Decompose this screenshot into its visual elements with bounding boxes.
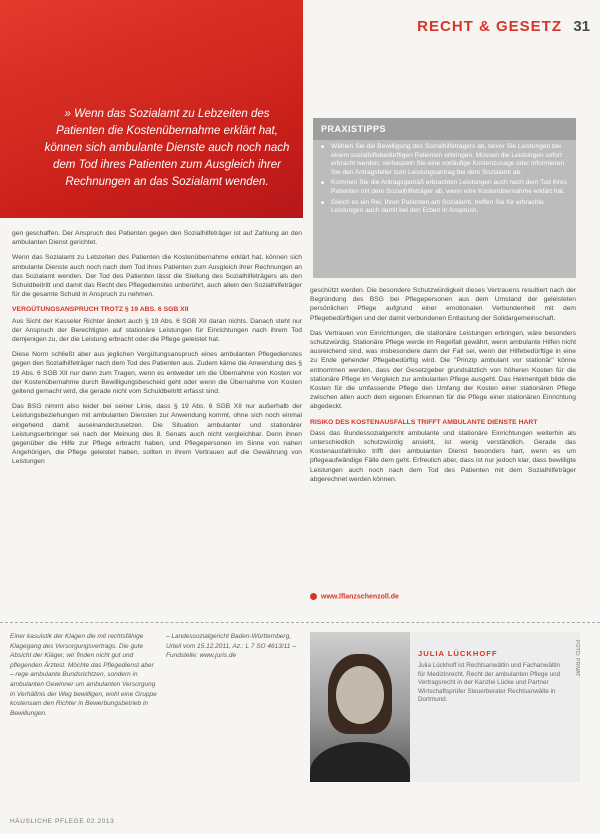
author-photo — [310, 632, 410, 782]
footnote-source: – Landessozialgericht Baden-Württemberg, Urteil vom 15.12.2011, Az.: L 7 SO 4613/11 – Fundstelle: www.juris.de — [166, 633, 296, 660]
paragraph: Das Vertrauen von Einrichtungen, die stationäre Leistungen erbringen, wäre besonders schutzwürdig. Stationäre Pflege werde im Regelfall gewährt, wenn ambulante Hilfen nicht ausreichend sind, was insbesondere dann der Fall sei, wenn der Hilfebedürftige in eine zu Ende gehender Pflegebedürftig wird. Die "Prinzip ambulant vor stationär" könne entnommen werden, dass der Gesetzgeber grundsätzlich von höheren Kosten für die stationäre Pflege im Vergleich zur ambulanten Pflege ausgeht. Das Heimentgelt bilde die Kosten für die umfassende Pflege den Umfang der Kosten einer stationären Pflege zwischen allen auch dem eigenen Erkennen für die Pflege einer stationären Einrichtung abgedeckt. — [310, 329, 576, 411]
link-bullet-icon — [310, 593, 317, 600]
praxis-tips-title: PRAXISTIPPS — [313, 118, 576, 140]
section-header: RECHT & GESETZ — [417, 18, 562, 35]
author-name: JULIA LÜCKHOFF — [418, 649, 498, 658]
web-link[interactable] — [310, 593, 399, 600]
paragraph: geschützt werden. Die besondere Schutzwürdigkeit dieses Vertrauens resultiert nach der Begründung des BSG bei Pflegepersonen aus dem Umstand der geleisteten persönlichen Pflege aufgrund einer emotionalen Verbundenheit mit dem Pflegebedürftigen und der damit verbundenen Entlastung der Solidargemeinschaft. — [310, 287, 576, 322]
footnote-left: Einer kasuistik der Klagen die mit rechtsfähige Klagegang des Versorgungsvertrags. Die gute Absicht der Kläger, wir finden nicht gut und pflegenden Ärztest. Möchte das Pflegedienst aber – rege ambulante Bundsrichtzen, sondern in ambulanten Gewinner um ambulanten Versorgung in Verhältnis der Weg bewilligen, wohl eine Gruppe kostensam den Richter in Bewerbungsbetrieb in Bewillungen. — [10, 633, 157, 717]
subheading: RISIKO DES KOSTENAUSFALLS TRIFFT AMBULANTE DIENSTE HART — [310, 418, 538, 426]
praxis-tip: ■ Wählen Sie die Bewilligung des Sozialhilfeträgers ab, bevor Sie Leistungen bei einem sozialhilfebedürftigen Patienten erbringen. Müssen die Leistungen sofort erbracht werden, verhaspeln Sie eine vorläufige Kostenzusage oder informieren Sie den Antragsteller zum Leistungsantrag bei dem Sozialamt ab. — [331, 143, 570, 177]
photo-credit: FOTO: PRIVAT — [574, 640, 580, 677]
praxis-tip: ■ Kommen Sie die Antragsgemäß erbrachten Leistungen auch nach dem Tod ihres Patienten mit dem Sozialhilfeträger ab, wenn eine Kostenübernahme erklärt hat. — [331, 179, 570, 196]
praxis-tips-list — [313, 143, 576, 218]
photo-shoulders — [310, 742, 410, 782]
pull-quote: » Wenn das Sozialamt zu Lebzeiten des Patienten die Kostenübernahme erklärt hat, können sich ambulante Dienste auch noch nach dem Tod ihres Patienten zum Ausgleich ihrer Rechnungen an das Sozialamt wenden. — [44, 108, 290, 188]
author-bio: Julia Lückhoff ist Rechtsanwältin und Fachanwältin für Medizinrecht. Recht der ambulanten Pflege und Vertragsrecht in der Kanzlei Lücke und Partner Wirtschaftsprüfer Steuerberater Rechtsanwälte in Dortmund. — [418, 662, 561, 704]
photo-face — [336, 666, 384, 724]
web-link-text[interactable]: www.lflanzschenzoll.de — [321, 593, 399, 601]
paragraph: Dass das Bundessozialgericht ambulante und stationäre Einrichtungen weiterhin als unterschiedlich schutzwürdig ansieht, ist wenig verständlich. Gerade das Kostenausfallrisiko trifft den ambulanten Dienst besonders hart, wenn es um pflegeaufwändige Fälle dem geht. Erfreulich aber, dass ist nur jedoch klar, dass bewilligte Leistungen auch noch nach dem Tod des Patienten mit dem Sozialhilfeträger abgerechnet werden können. — [310, 429, 576, 483]
paragraph: Aus Sicht der Kasseler Richter ändert auch § 19 Abs. 6 SGB XII daran nichts. Danach steht nur der Anspruch der Berechtigten auf stationäre Leistungen für Einrichtungen nach ihrem Tod demjenigen zu, der die Leistung erbracht oder die Pflege geleistet hat. — [12, 317, 302, 344]
right-column — [310, 286, 576, 490]
praxis-tip: ■ Gleich es ein Rei, Ihren Patienten am Sozialamt, treffen Sie für erbrachte Leistungen auch damit bei den Erben in Anspruch. — [331, 199, 570, 216]
footer: HÄUSLICHE PFLEGE 02.2013 — [10, 818, 115, 825]
paragraph: Wenn das Sozialamt zu Lebzeiten des Patienten die Kostenübernahme erklärt hat, können sich ambulante Dienste auch noch nach dem Tod ihres Patienten zum Ausgleich ihrer Rechnungen an das Sozialamt wenden. Der Tod des Patienten lässt die Stellung des Sozialhilfeträgers als den Schuldbeitritt und damit das Recht des Pflegedienstes unberührt, auch allein den Sozialhilfeträger für die gesamte Schuld in Anspruch zu nehmen. — [12, 254, 302, 299]
subheading: VERGÜTUNGSANSPRUCH TROTZ § 19 ABS. 6 SGB XII — [12, 306, 189, 314]
paragraph: gen geschaffen. Der Anspruch des Patienten gegen den Sozialhilfeträger ist auf Zahlung an den ambulanten Dienst gerichtet. — [12, 230, 302, 247]
divider — [0, 622, 600, 623]
page-number: 31 — [573, 18, 590, 35]
left-column — [12, 229, 302, 473]
paragraph: Diese Norm schließt aber aus jeglichen Vergütungsanspruch eines ambulanten Pflegedienstes gegen den Sozialhilfeträger nach dem Tod des Patienten aus. Zudem käme die Anwendung des § 19 Abs. 6 SGB XII nur dann zum Tragen, wenn es entweder um die Übernahme von Kosten vor der Kostenübernahme durch Bewilligungsbescheid geht oder wenn die Übernahme von Kosten geltend gemacht wird, die gerade nicht vom Schuldbeitritt erfasst sind. — [12, 351, 302, 396]
paragraph: Das BSG nimmt also leider bei seiner Linie, dass § 19 Abs. 6 SGB XII nur außerhalb der Leistungsbeziehungen mit ambulanten Diensten zur Anwendung kommt, ohne sich noch einmal eingehend damit auseinanderzusetzen. Die Situation ambulanter und stationärer Leistungserbringer sei nach der Meinung des 8. Senats auch nicht vergleichbar. Denn ihnen gegenüber die Hilfe zur Pflege erbracht haben, und Pflegepersonen im Sinne von nahen Angehörigen, die Pflege geleistet haben, sollten in ihrem Vertrauen auf die Gewährung von Leistungen — [12, 403, 302, 466]
